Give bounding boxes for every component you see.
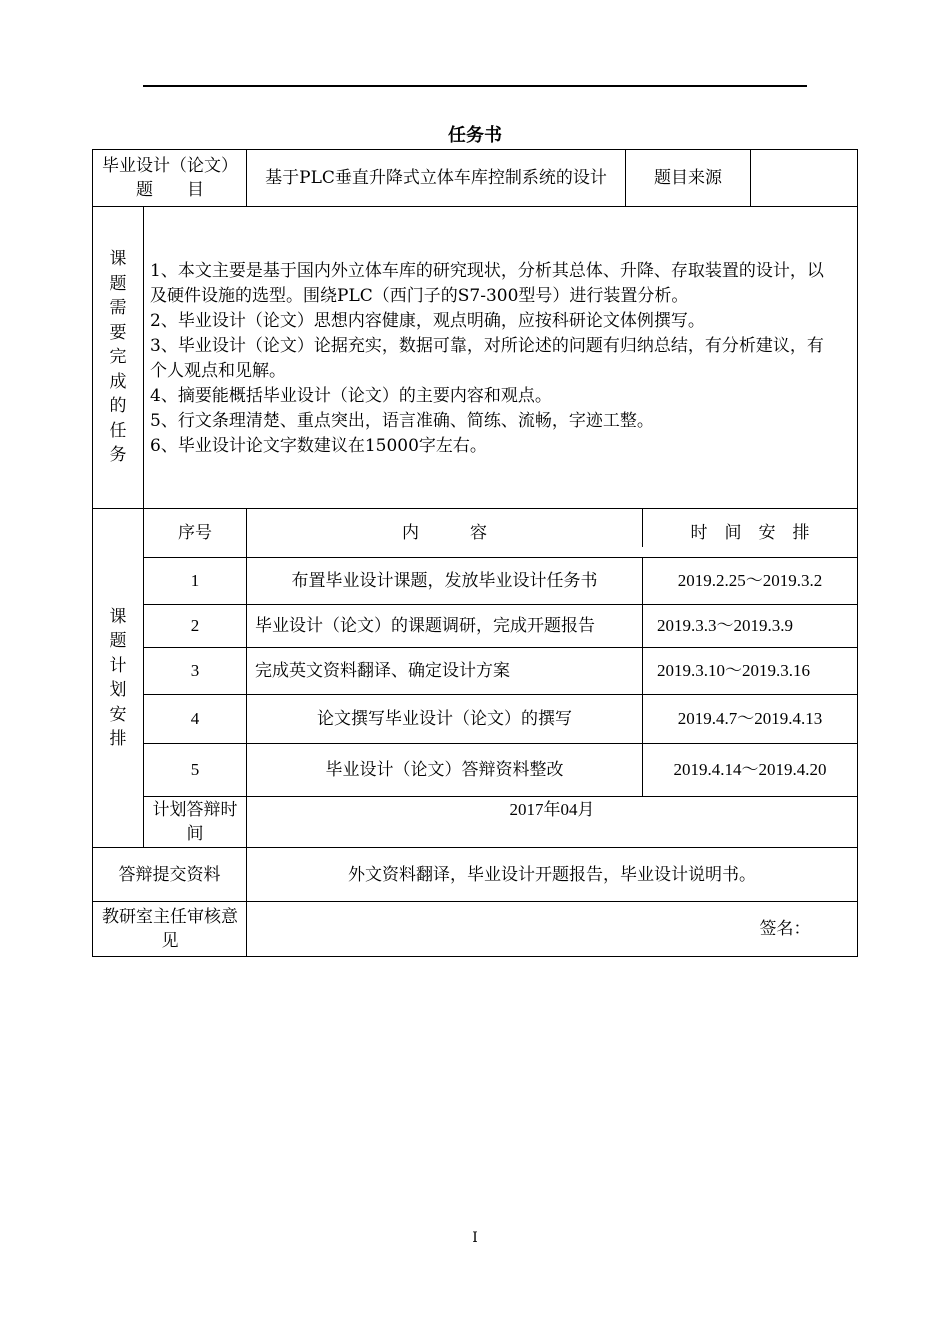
plan-row-content: 毕业设计（论文）的课题调研，完成开题报告 [255,616,595,636]
plan-row-time: 2019.2.25～2019.3.2 [677,571,823,590]
topic-source-value [751,150,857,206]
header-rule [143,85,807,87]
tasks-section-label: 课 题 需 要 完 成 的 任 务 [109,249,127,466]
task-item: 1、本文主要是基于国内外立体车库的研究现状，分析其总体、升降、存取装置的设计，以及硬件设施的选型。围绕PLC（西门子的S7-300型号）进行装置分析。 [150,261,824,306]
plan-row-content: 毕业设计（论文）答辩资料整改 [325,760,564,780]
task-item: 6、毕业设计论文字数建议在15000字左右。 [150,436,487,456]
plan-header-no: 序号 [178,523,212,543]
plan-header-time: 时 间 安 排 [690,523,810,543]
plan-row-content: 布置毕业设计课题，发放毕业设计任务书 [291,571,598,591]
task-item: 4、摘要能概括毕业设计（论文）的主要内容和观点。 [150,386,552,406]
plan-row-no: 1 [190,571,200,590]
plan-row-time: 2019.4.14～2019.4.20 [673,760,827,779]
page-number: I [472,1230,478,1246]
plan-row-time: 2019.3.3～2019.3.9 [657,616,793,635]
defense-date-label: 计划答辩时间 [152,800,238,844]
plan-row-time: 2019.3.10～2019.3.16 [657,661,810,680]
defense-materials-label: 答辩提交资料 [118,864,221,885]
document-title: 任务书 [448,125,502,146]
signature-label: 签名： [759,919,811,939]
plan-section-label: 课 题 计 划 安 排 [109,606,127,749]
defense-date-value: 2017年04月 [509,800,595,819]
task-item: 5、行文条理清楚、重点突出，语言准确、简练、流畅，字迹工整。 [150,411,654,431]
topic-value: 基于PLC垂直升降式立体车库控制系统的设计 [265,168,607,188]
plan-header-content: 内 容 [402,523,487,543]
review-label: 教研室主任审核意见 [102,907,238,951]
plan-row-no: 4 [190,709,200,728]
plan-row-no: 5 [190,760,200,779]
task-item: 3、毕业设计（论文）论据充实，数据可靠，对所论述的问题有归纳总结，有分析建议，有个人观点和见解。 [150,336,824,381]
topic-label: 毕业设计（论文）题 目 [102,156,238,200]
task-list [150,259,826,459]
topic-source-label: 题目来源 [654,168,722,188]
plan-row-no: 3 [190,661,200,680]
plan-row-content: 完成英文资料翻译、确定设计方案 [255,661,510,681]
plan-row-time: 2019.4.7～2019.4.13 [677,709,823,728]
plan-row-content: 论文撰写毕业设计（论文）的撰写 [317,709,572,729]
defense-materials-value: 外文资料翻译，毕业设计开题报告，毕业设计说明书。 [348,864,756,885]
plan-row-no: 2 [190,616,200,635]
task-item: 2、毕业设计（论文）思想内容健康，观点明确，应按科研论文体例撰写。 [150,311,705,331]
